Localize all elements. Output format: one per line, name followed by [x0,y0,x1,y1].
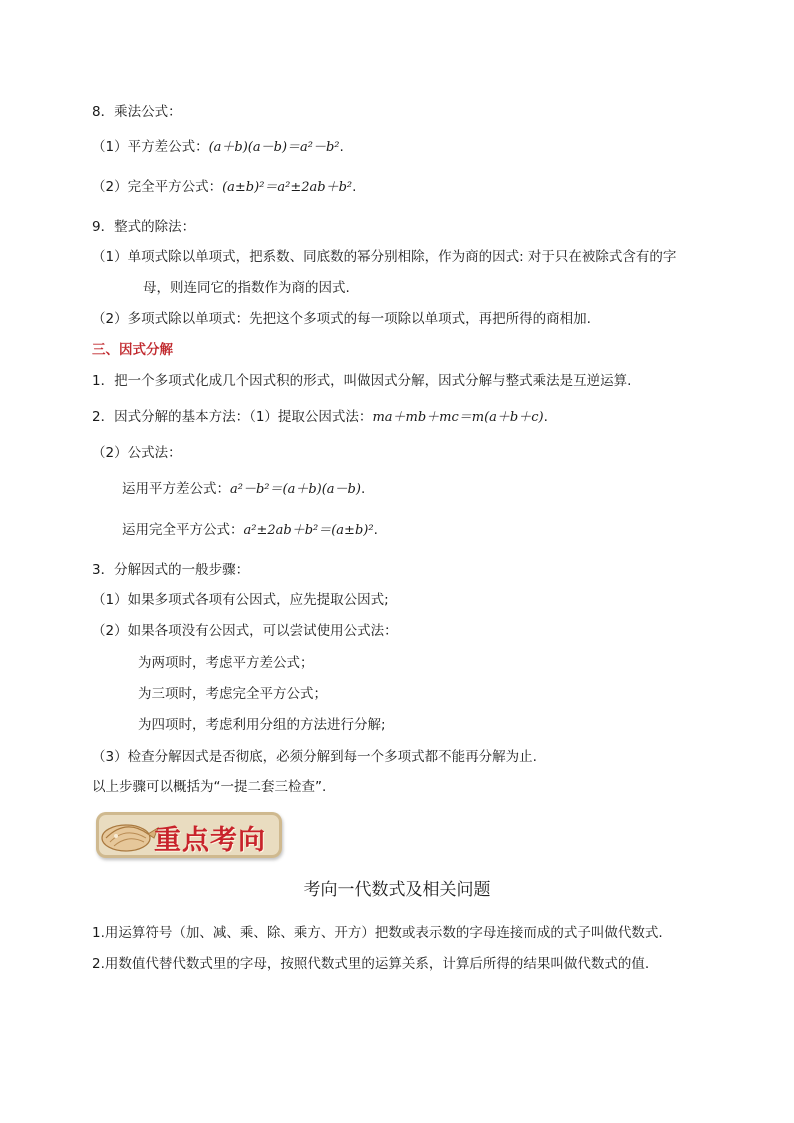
section-paragraph-1: 1.用运算符号（加、减、乘、除、乘方、开方）把数或表示数的字母连接而成的式子叫做代数式. [92,925,663,941]
label: 2．因式分解的基本方法：（1）提取公因式法： [92,409,373,425]
heading-factorization: 三、因式分解 [92,342,173,358]
line-f3-2a: 为两项时，考虑平方差公式； [138,655,314,671]
formula: ma＋mb＋mc＝m(a＋b＋c) [372,410,544,425]
label: （2）完全平方公式： [92,179,223,195]
line-f3-2c: 为四项时，考虑利用分组的方法进行分解; [138,717,386,733]
line-9-1b: 母，则连同它的指数作为商的因式. [143,280,350,296]
line-f3: 3．分解因式的一般步骤： [92,562,250,578]
key-points-banner [96,812,282,858]
line-f2-sq [122,480,365,499]
section-paragraph-2: 2.用数值代替代数式里的字母，按照代数式里的运算关系，计算后所得的结果叫做代数式的值. [92,956,650,972]
line-8-2 [92,178,356,197]
line-8: 8．乘法公式： [92,104,182,120]
formula: a²±2ab＋b²＝(a±b)² [243,523,374,538]
period: . [543,409,548,425]
line-f3-2b: 为三项时，考虑完全平方公式； [138,686,327,702]
formula: a²－b²＝(a＋b)(a－b) [230,482,361,497]
label: 运用平方差公式： [122,481,230,497]
line-f3-3: （3）检查分解因式是否彻底，必须分解到每一个多项式都不能再分解为止. [92,749,537,765]
line-9-1a: （1）单项式除以单项式，把系数、同底数的幂分别相除，作为商的因式: 对于只在被除式含有的字 [92,249,677,265]
period: . [360,481,366,497]
label: （1）平方差公式： [92,139,209,155]
period: . [352,179,357,195]
line-9: 9．整式的除法： [92,219,196,235]
formula: (a±b)²＝a²±2ab＋b² [222,180,353,195]
line-f2-full [122,521,378,540]
banner-title: 重点考向 [154,825,266,856]
line-f1: 1．把一个多项式化成几个因式积的形式，叫做因式分解，因式分解与整式乘法是互逆运算. [92,373,632,389]
line-f3-1: （1）如果多项式各项有公因式，应先提取公因式; [92,592,389,608]
line-f3-summary: 以上步骤可以概括为“一提二套三检查”. [92,779,327,795]
line-9-2: （2）多项式除以单项式：先把这个多项式的每一项除以单项式，再把所得的商相加. [92,311,591,327]
period: . [373,522,378,538]
period: . [339,139,344,155]
line-f2-2: （2）公式法： [92,445,182,461]
line-8-1 [92,138,344,157]
formula: (a＋b)(a－b)＝a²－b² [208,140,340,155]
label: 运用完全平方公式： [122,522,244,538]
line-f3-2: （2）如果各项没有公因式，可以尝试使用公式法： [92,623,398,639]
line-f2 [92,408,548,427]
section-title: 考向一代数式及相关问题 [303,880,491,900]
